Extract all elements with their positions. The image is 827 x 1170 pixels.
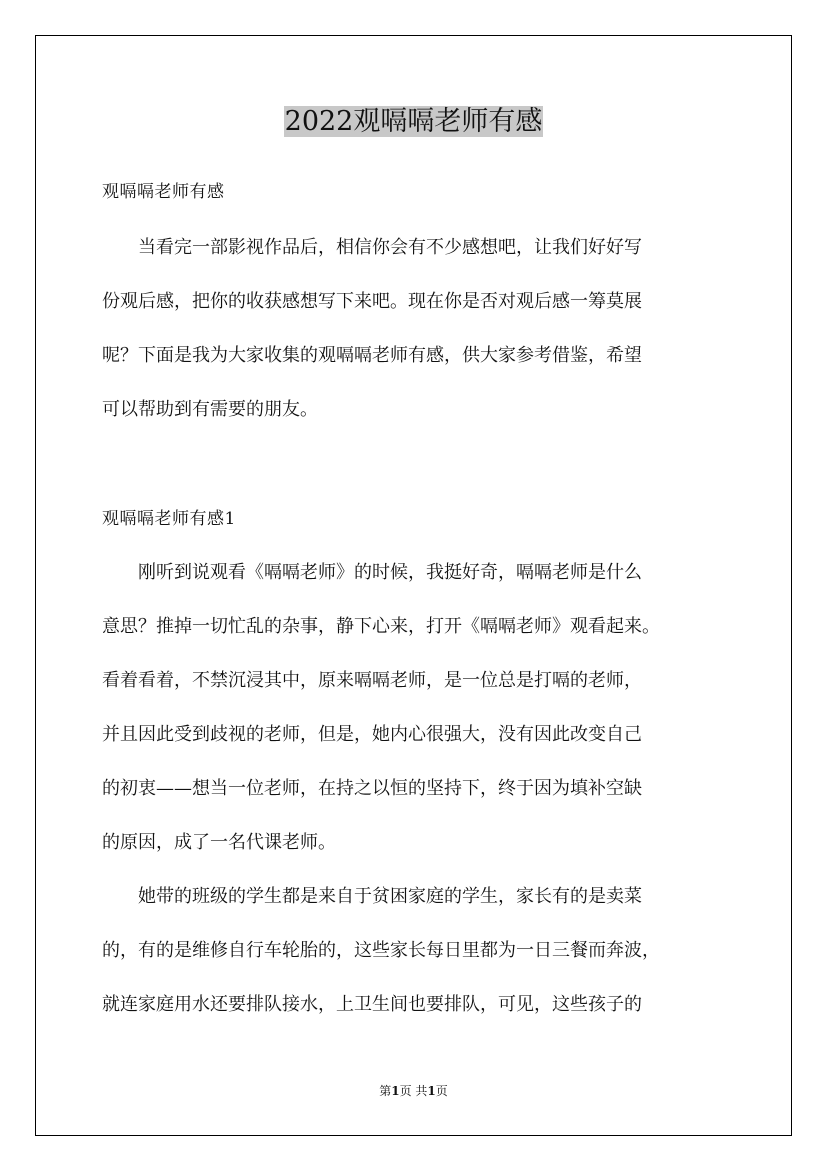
paragraph-line: 她带的班级的学生都是来自于贫困家庭的学生，家长有的是卖菜 xyxy=(138,886,642,907)
paragraph-line: 并且因此受到歧视的老师，但是，她内心很强大，没有因此改变自己 xyxy=(102,724,642,745)
paragraph-line: 份观后感，把你的收获感想写下来吧。现在你是否对观后感一筹莫展 xyxy=(102,291,642,312)
paragraph-line: 的原因，成了一名代课老师。 xyxy=(102,832,336,853)
paragraph-line: 的初衷——想当一位老师，在持之以恒的坚持下，终于因为填补空缺 xyxy=(102,778,642,799)
document-title xyxy=(0,102,827,142)
paragraph-line: 就连家庭用水还要排队接水，上卫生间也要排队，可见，这些孩子的 xyxy=(102,994,642,1015)
paragraph-line: 的，有的是维修自行车轮胎的，这些家长每日里都为一日三餐而奔波， xyxy=(102,940,660,961)
paragraph-line: 可以帮助到有需要的朋友。 xyxy=(102,399,318,420)
paragraph-line: 当看完一部影视作品后，相信你会有不少感想吧，让我们好好写 xyxy=(138,237,642,258)
paragraph-line: 看着看着，不禁沉浸其中，原来嗝嗝老师，是一位总是打嗝的老师， xyxy=(102,670,642,691)
total-page-number: 1 xyxy=(427,1084,436,1098)
paragraph-line: 意思？推掉一切忙乱的杂事，静下心来，打开《嗝嗝老师》观看起来。 xyxy=(102,616,660,637)
paragraph-line: 刚听到说观看《嗝嗝老师》的时候，我挺好奇，嗝嗝老师是什么 xyxy=(138,562,642,583)
footer-prefix: 第 xyxy=(379,1084,392,1098)
page-footer xyxy=(0,1083,827,1099)
current-page-number: 1 xyxy=(391,1084,400,1098)
section1-paragraph-1 xyxy=(102,546,730,870)
footer-suffix: 页 xyxy=(435,1084,448,1098)
footer-mid: 页 共 xyxy=(399,1084,428,1098)
section1-paragraph-2 xyxy=(102,870,730,1032)
intro-paragraph xyxy=(102,221,730,437)
document-title-text: 2022观嗝嗝老师有感 xyxy=(284,106,543,137)
section-heading: 观嗝嗝老师有感1 xyxy=(102,509,236,529)
paragraph-line: 呢？下面是我为大家收集的观嗝嗝老师有感，供大家参考借鉴，希望 xyxy=(102,345,642,366)
document-subtitle: 观嗝嗝老师有感 xyxy=(102,182,225,202)
